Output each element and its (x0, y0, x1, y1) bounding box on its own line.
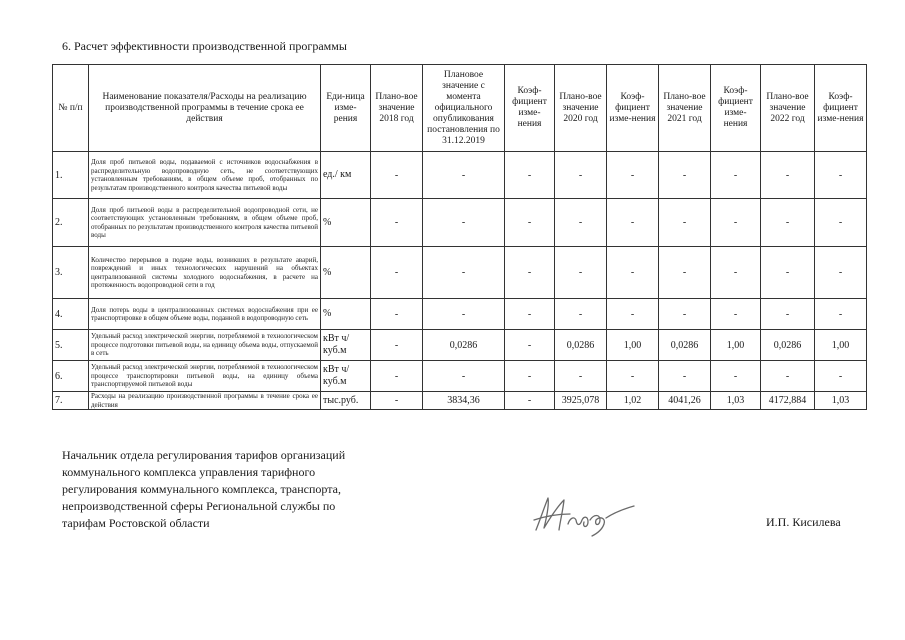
signatory-position: Начальник отдела регулирования тарифов организаций коммунального комплекса управления тарифного регулирования коммунального комплекса, транспорта, непроизводственной сферы Региональной службы по тарифам Ростовской области (62, 448, 346, 530)
indicator-name: Расходы на реализацию производственной программы в течение срока ее действия (89, 392, 321, 410)
table-row (53, 247, 867, 299)
value-cell: - (371, 361, 423, 392)
value-cell: - (659, 199, 711, 247)
value-cell: 1,00 (711, 330, 761, 361)
value-cell: - (815, 247, 867, 299)
value-cell: - (607, 361, 659, 392)
value-cell: - (505, 299, 555, 330)
row-number: 6. (53, 361, 89, 392)
value-cell: - (505, 361, 555, 392)
row-number: 1. (53, 152, 89, 199)
indicator-name: Удельный расход электрической энергии, потребляемой в технологическом процессе транспортировки питьевой воды, на единицу объема транспортируемой питьевой воды (89, 361, 321, 392)
value-cell: - (607, 247, 659, 299)
row-number: 4. (53, 299, 89, 330)
value-cell: - (371, 392, 423, 410)
value-cell: - (371, 152, 423, 199)
header-cell: Плано-вое значение 2020 год (555, 65, 607, 152)
unit-cell: тыс.руб. (321, 392, 371, 410)
value-cell: - (423, 199, 505, 247)
value-cell: - (815, 152, 867, 199)
value-cell: 1,02 (607, 392, 659, 410)
unit-cell: % (321, 299, 371, 330)
table-row (53, 330, 867, 361)
value-cell: 4172,884 (761, 392, 815, 410)
value-cell: 3925,078 (555, 392, 607, 410)
value-cell: - (555, 152, 607, 199)
value-cell: - (505, 330, 555, 361)
value-cell: - (607, 299, 659, 330)
value-cell: - (505, 392, 555, 410)
header-cell: Наименование показателя/Расходы на реализацию производственной программы в течение срока ее действия (89, 65, 321, 152)
header-cell: № п/п (53, 65, 89, 152)
value-cell: - (505, 247, 555, 299)
row-number: 7. (53, 392, 89, 410)
page-heading: 6. Расчет эффективности производственной программы (62, 39, 347, 53)
value-cell: - (423, 299, 505, 330)
value-cell: - (711, 247, 761, 299)
value-cell: - (555, 361, 607, 392)
value-cell: - (761, 199, 815, 247)
value-cell: - (711, 152, 761, 199)
value-cell: - (761, 299, 815, 330)
value-cell: 0,0286 (423, 330, 505, 361)
header-cell: Коэф-фициент изме-нения (711, 65, 761, 152)
value-cell: - (815, 199, 867, 247)
handwritten-signature (530, 490, 640, 540)
value-cell: 1,03 (711, 392, 761, 410)
table-body (53, 152, 867, 410)
header-cell: Коэф-фициент изме-нения (815, 65, 867, 152)
header-cell: Коэф-фициент изме-нения (607, 65, 659, 152)
value-cell: - (555, 299, 607, 330)
value-cell: - (371, 299, 423, 330)
value-cell: - (423, 361, 505, 392)
header-cell: Коэф-фициент изме-нения (505, 65, 555, 152)
value-cell: - (659, 299, 711, 330)
indicator-name: Доля проб питьевой воды, подаваемой с источников водоснабжения в распределительную водопроводную сеть, не соответствующих установленным требованиям, в общем объеме проб, отобранных по результатам производственного контроля качества питьевой воды (89, 152, 321, 199)
indicator-name: Удельный расход электрической энергии, потребляемой в технологическом процессе подготовки питьевой воды, на единицу объема воды, отпускаемой в сеть (89, 330, 321, 361)
value-cell: 0,0286 (761, 330, 815, 361)
header-cell: Еди-ница изме-рения (321, 65, 371, 152)
value-cell: 0,0286 (659, 330, 711, 361)
value-cell: - (371, 199, 423, 247)
value-cell: - (505, 199, 555, 247)
header-cell: Плано-вое значение 2018 год (371, 65, 423, 152)
row-number: 5. (53, 330, 89, 361)
value-cell: - (423, 152, 505, 199)
indicator-name: Доля проб питьевой воды в распределительной водопроводной сети, не соответствующих установленным требованиям, в общем объеме проб, отобранных по результатам производственного контроля качества питьевой воды (89, 199, 321, 247)
header-cell: Плано-вое значение 2021 год (659, 65, 711, 152)
unit-cell: % (321, 247, 371, 299)
table-row (53, 152, 867, 199)
indicator-name: Количество перерывов в подаче воды, возникших в результате аварий, повреждений и иных технологических нарушений на объектах централизованной системы холодного водоснабжения, в расчете на протяженность водопроводной сети в год (89, 247, 321, 299)
unit-cell: кВт ч/куб.м (321, 361, 371, 392)
value-cell: 1,00 (815, 330, 867, 361)
value-cell: 0,0286 (555, 330, 607, 361)
value-cell: - (659, 247, 711, 299)
value-cell: - (711, 299, 761, 330)
indicator-name: Доля потерь воды в централизованных системах водоснабжения при ее транспортировке в общем объеме воды, поданной в водопроводную сеть (89, 299, 321, 330)
value-cell: - (505, 152, 555, 199)
unit-cell: ед./ км (321, 152, 371, 199)
value-cell: 4041,26 (659, 392, 711, 410)
value-cell: - (555, 247, 607, 299)
header-cell: Плановое значение с момента официального опубликования постановления по 31.12.2019 (423, 65, 505, 152)
header-cell: Плано-вое значение 2022 год (761, 65, 815, 152)
value-cell: 1,03 (815, 392, 867, 410)
unit-cell: % (321, 199, 371, 247)
value-cell: - (659, 361, 711, 392)
row-number: 3. (53, 247, 89, 299)
value-cell: - (423, 247, 505, 299)
unit-cell: кВт ч/куб.м (321, 330, 371, 361)
value-cell: - (371, 330, 423, 361)
value-cell: - (371, 247, 423, 299)
efficiency-table (52, 64, 867, 410)
value-cell: - (711, 361, 761, 392)
value-cell: 3834,36 (423, 392, 505, 410)
value-cell: - (761, 361, 815, 392)
value-cell: - (761, 247, 815, 299)
value-cell: - (815, 299, 867, 330)
table-header-row (53, 65, 867, 152)
table-row (53, 392, 867, 410)
row-number: 2. (53, 199, 89, 247)
value-cell: - (815, 361, 867, 392)
value-cell: - (659, 152, 711, 199)
table-row (53, 361, 867, 392)
table-row (53, 199, 867, 247)
value-cell: 1,00 (607, 330, 659, 361)
value-cell: - (555, 199, 607, 247)
signer-name: И.П. Кисилева (766, 515, 841, 529)
value-cell: - (761, 152, 815, 199)
value-cell: - (711, 199, 761, 247)
value-cell: - (607, 199, 659, 247)
value-cell: - (607, 152, 659, 199)
table-row (53, 299, 867, 330)
